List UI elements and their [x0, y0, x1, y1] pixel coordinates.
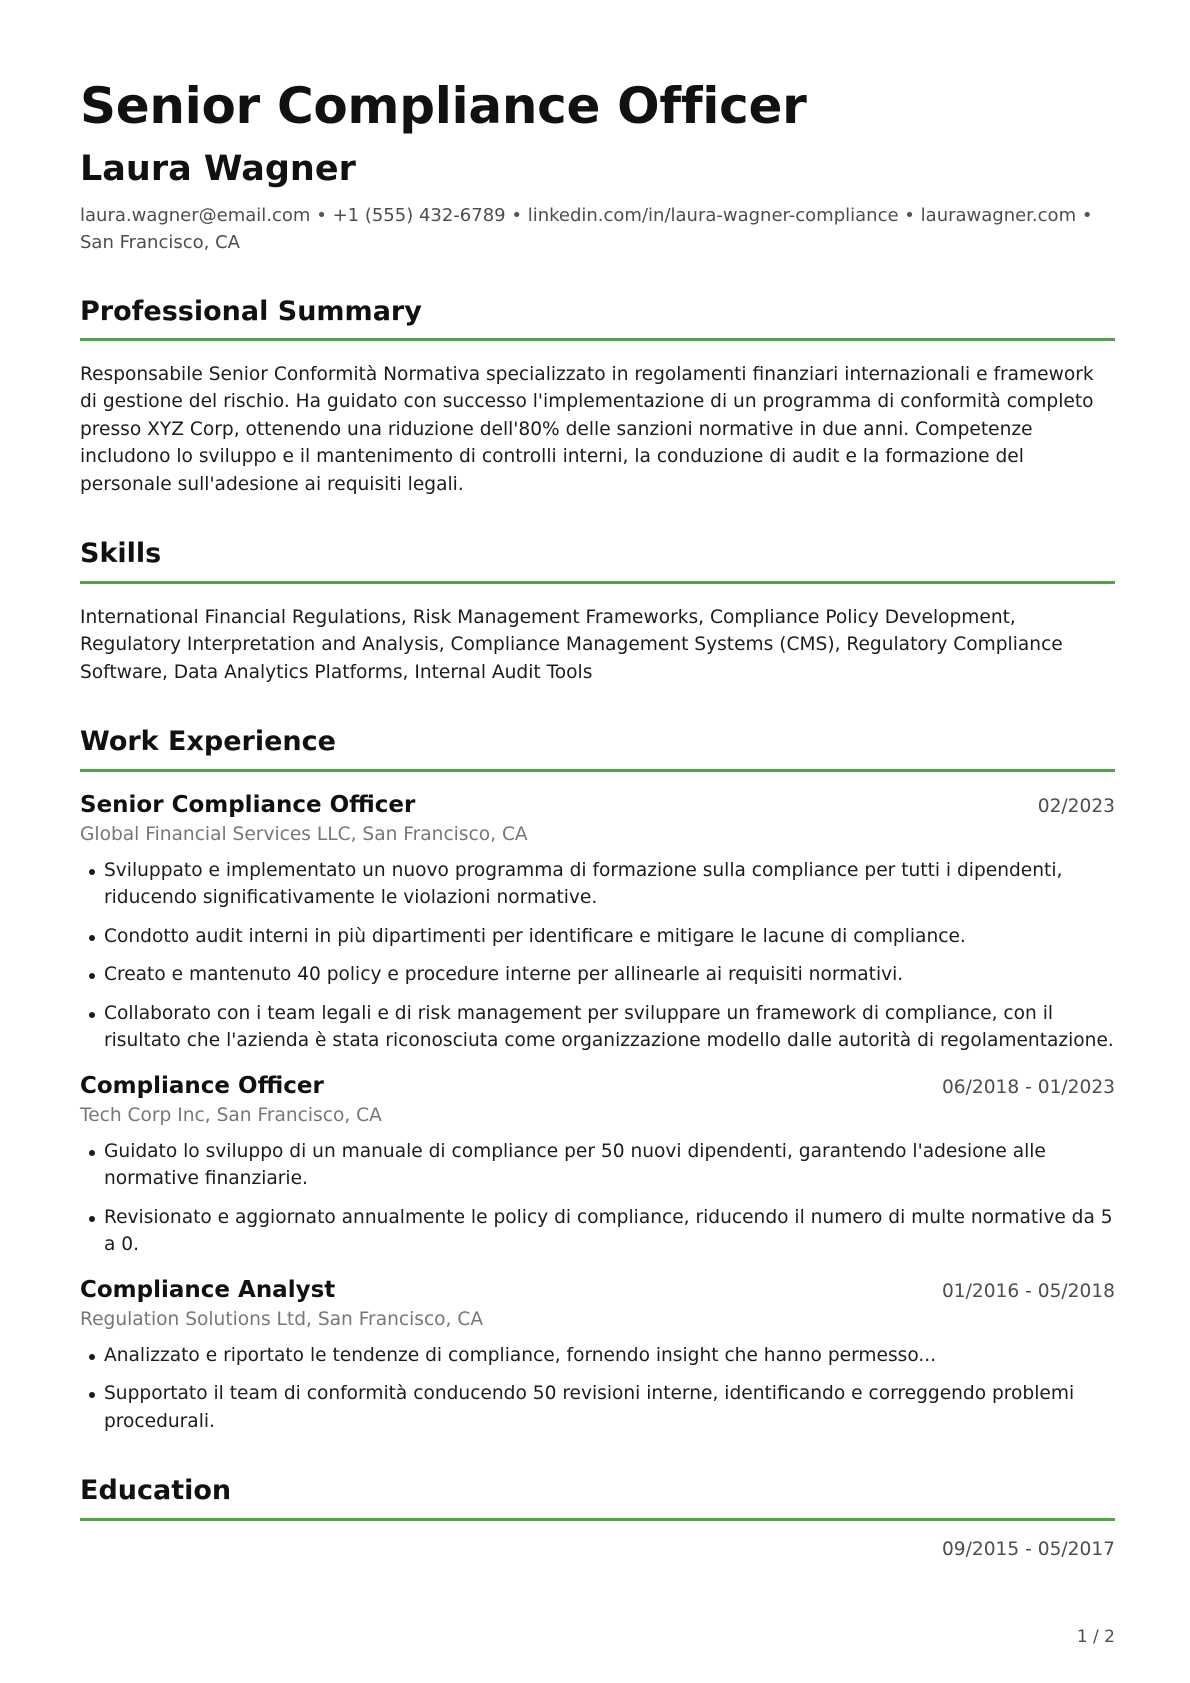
section-divider	[80, 338, 1115, 341]
education-section	[80, 1475, 1115, 1559]
candidate-name: Laura Wagner	[80, 148, 356, 189]
job-date: 06/2018 - 01/2023	[941, 1076, 1115, 1098]
contact-website: laurawagner.com	[920, 204, 1077, 226]
job-title: Compliance Officer	[80, 1072, 324, 1099]
job-company: Global Financial Services LLC, San Francisco, CA	[80, 823, 528, 845]
job-entry	[80, 792, 1115, 1055]
job-bullet: Condotto audit interni in più dipartimenti per identificare e mitigare le lacune di compliance.	[80, 923, 1115, 951]
skills-heading: Skills	[80, 538, 162, 570]
summary-heading: Professional Summary	[80, 295, 422, 327]
job-entry	[80, 1073, 1115, 1259]
page-number: 1 / 2	[1076, 1627, 1115, 1647]
skills-section	[80, 538, 1115, 686]
contact-email: laura.wagner@email.com	[80, 204, 311, 226]
job-bullet: Collaborato con i team legali e di risk management per sviluppare un framework di compliance, con il risultato che l'azienda è stata riconosciuta come organizzazione modello dalle autorità di regolamentazione.	[80, 1000, 1115, 1055]
education-date: 09/2015 - 05/2017	[941, 1538, 1115, 1560]
job-bullets	[80, 857, 1115, 1055]
job-title: Senior Compliance Officer	[80, 791, 416, 818]
contact-phone: +1 (555) 432-6789	[332, 204, 506, 226]
job-bullets	[80, 1138, 1115, 1259]
job-date: 01/2016 - 05/2018	[941, 1280, 1115, 1302]
job-bullet: Guidato lo sviluppo di un manuale di compliance per 50 nuovi dipendenti, garantendo l'adesione alle normative finanziarie.	[80, 1138, 1115, 1193]
summary-section	[80, 296, 1115, 499]
job-company: Tech Corp Inc, San Francisco, CA	[80, 1104, 382, 1126]
job-date: 02/2023	[1037, 795, 1115, 817]
section-divider	[80, 769, 1115, 772]
job-entry	[80, 1277, 1115, 1436]
education-heading: Education	[80, 1475, 232, 1507]
resume-page	[80, 78, 1115, 1560]
contact-separator: •	[904, 204, 915, 226]
contact-line	[80, 202, 1115, 256]
contact-separator: •	[316, 204, 327, 226]
resume-title: Senior Compliance Officer	[80, 77, 807, 135]
experience-section	[80, 726, 1115, 1435]
contact-location: San Francisco, CA	[80, 231, 240, 253]
contact-separator: •	[511, 204, 522, 226]
job-bullet: Creato e mantenuto 40 policy e procedure interne per allinearle ai requisiti normativi.	[80, 961, 1115, 989]
job-bullet: Supportato il team di conformità conducendo 50 revisioni interne, identificando e correggendo problemi procedurali.	[80, 1380, 1115, 1435]
job-bullet: Sviluppato e implementato un nuovo programma di formazione sulla compliance per tutti i dipendenti, riducendo significativamente le violazioni normative.	[80, 857, 1115, 912]
experience-heading: Work Experience	[80, 726, 336, 758]
job-bullet: Analizzato e riportato le tendenze di compliance, fornendo insight che hanno permesso...	[80, 1342, 1115, 1370]
contact-linkedin: linkedin.com/in/laura-wagner-compliance	[527, 204, 899, 226]
job-company: Regulation Solutions Ltd, San Francisco, CA	[80, 1308, 484, 1330]
job-bullet: Revisionato e aggiornato annualmente le policy di compliance, riducendo il numero di multe normative da 5 a 0.	[80, 1204, 1115, 1259]
section-divider	[80, 581, 1115, 584]
section-divider	[80, 1518, 1115, 1521]
skills-text: International Financial Regulations, Risk Management Frameworks, Compliance Policy Development, Regulatory Interpretation and Analysis, Compliance Management Systems (CMS), Regulatory Compliance Software, Data Analytics Platforms, Internal Audit Tools	[80, 606, 1063, 683]
contact-separator: •	[1081, 204, 1093, 226]
summary-text: Responsabile Senior Conformità Normativa specializzato in regolamenti finanziari internazionali e framework di gestione del rischio. Ha guidato con successo l'implementazione di un programma di conformità completo presso XYZ Corp, ottenendo una riduzione dell'80% delle sanzioni normative in due anni. Competenze includono lo sviluppo e il mantenimento di controlli interni, la conduzione di audit e la formazione del personale sull'adesione ai requisiti legali.	[80, 363, 1094, 495]
job-title: Compliance Analyst	[80, 1276, 336, 1303]
job-bullets	[80, 1342, 1115, 1436]
